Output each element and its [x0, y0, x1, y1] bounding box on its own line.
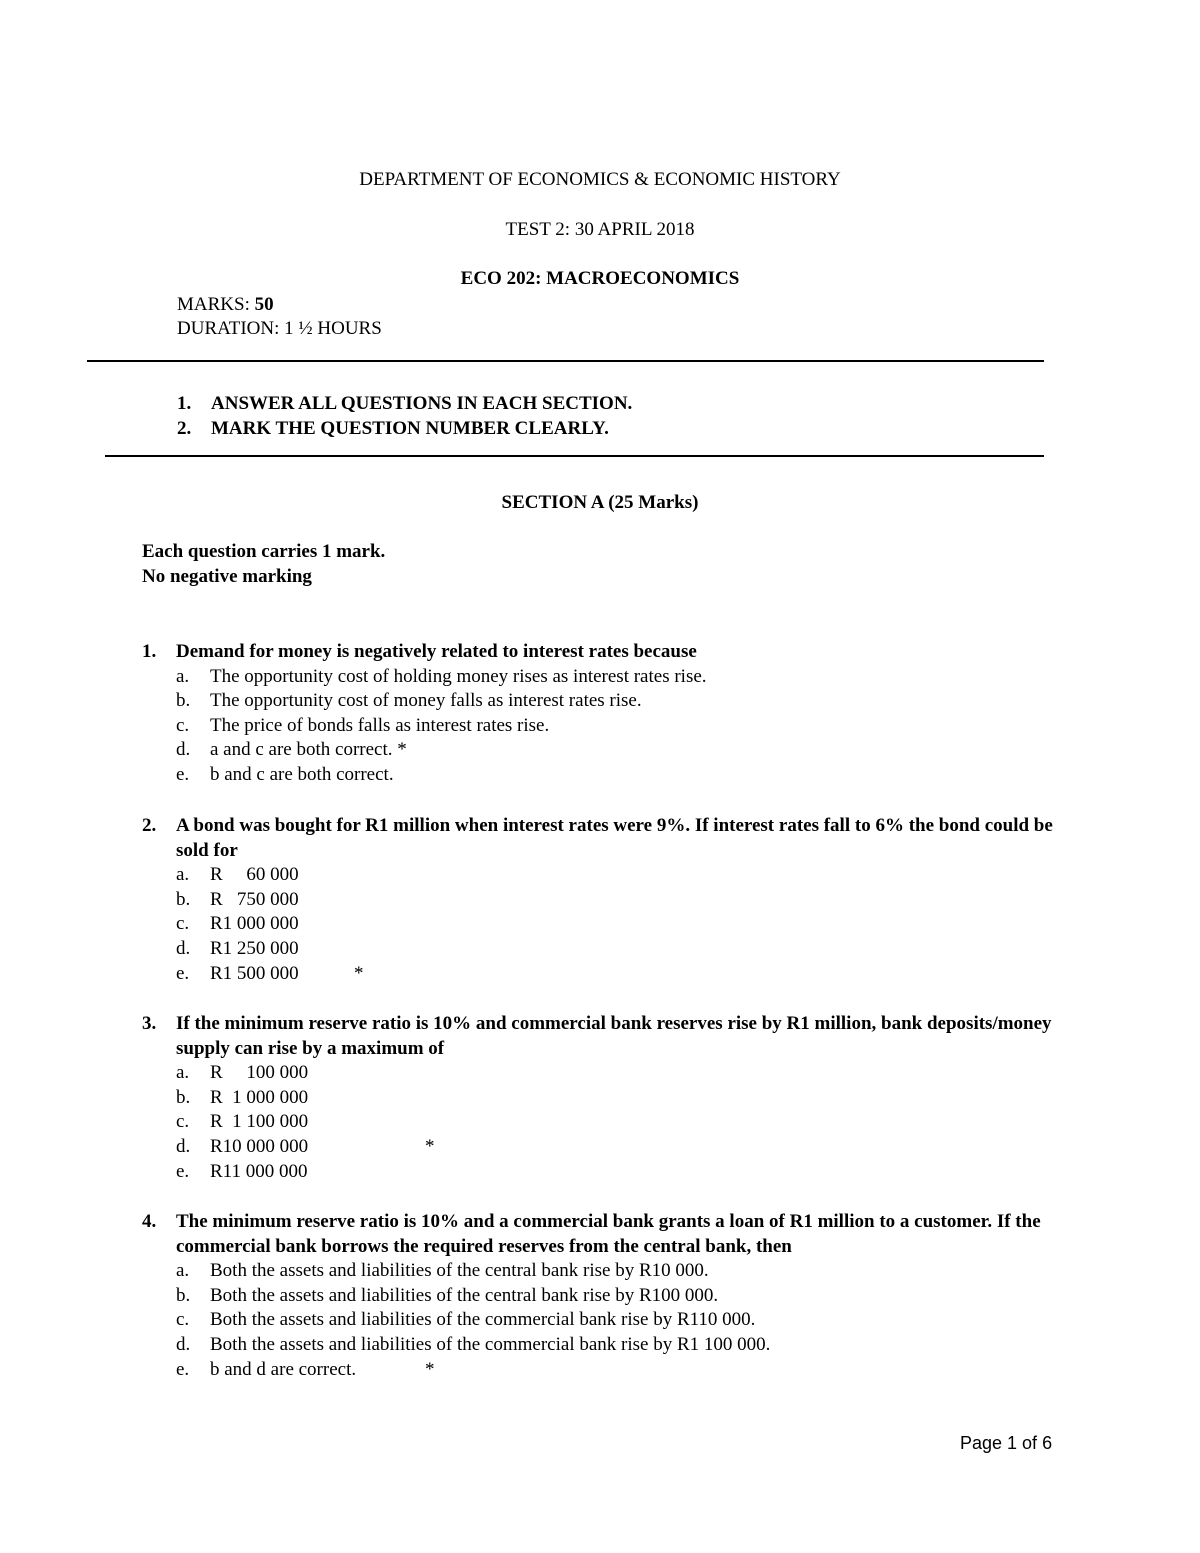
option-b: [142, 1284, 1062, 1309]
option-text: R 60 000: [210, 864, 299, 886]
option-letter: b.: [176, 888, 191, 910]
option-d: [142, 937, 1062, 962]
duration-line: DURATION: 1 ½ HOURS: [177, 318, 382, 339]
option-c: [142, 912, 1062, 937]
question-number: 4.: [142, 1211, 157, 1232]
question-stem: [142, 640, 1062, 665]
option-text: Both the assets and liabilities of the central bank rise by R100 000.: [210, 1284, 719, 1306]
question-text: Demand for money is negatively related to interest rates because: [176, 641, 697, 662]
bottom-divider: [105, 455, 1044, 457]
option-letter: a.: [176, 1062, 190, 1084]
option-text: R1 250 000: [210, 937, 299, 959]
question-1: [142, 640, 1062, 788]
option-letter: e.: [176, 1160, 190, 1182]
question-number: 3.: [142, 1013, 157, 1034]
option-text: b and d are correct.: [210, 1358, 357, 1380]
test-date: TEST 2: 30 APRIL 2018: [505, 219, 695, 240]
option-letter: a.: [176, 864, 190, 886]
section-note-marks: Each question carries 1 mark.: [142, 541, 386, 562]
option-letter: d.: [176, 937, 191, 959]
option-text: The opportunity cost of money falls as interest rates rise.: [210, 690, 642, 712]
option-letter: d.: [176, 739, 191, 761]
question-text: The minimum reserve ratio is 10% and a commercial bank grants a loan of R1 million to a customer. If the commercial bank borrows the required reserves from the central bank, then: [176, 1211, 1041, 1257]
option-text: a and c are both correct. *: [210, 739, 407, 761]
question-stem: [142, 1210, 1062, 1259]
option-letter: c.: [176, 1111, 190, 1133]
option-text: R11 000 000: [210, 1160, 308, 1182]
question-number: 1.: [142, 641, 157, 662]
question-text: A bond was bought for R1 million when interest rates were 9%. If interest rates fall to 6% the bond could be sold for: [176, 815, 1053, 861]
option-b: [142, 1086, 1062, 1111]
option-letter: b.: [176, 690, 191, 712]
option-text: R 1 100 000: [210, 1111, 309, 1133]
question-3: [142, 1012, 1062, 1184]
option-letter: d.: [176, 1135, 191, 1157]
option-e: [142, 1160, 1062, 1185]
option-letter: e.: [176, 763, 190, 785]
instruction-number: 1.: [177, 393, 192, 414]
option-letter: b.: [176, 1086, 191, 1108]
instruction-number: 2.: [177, 418, 192, 439]
option-a: [142, 1061, 1062, 1086]
option-e: [142, 763, 1062, 788]
correct-answer-marker: *: [354, 962, 364, 984]
question-number: 2.: [142, 815, 157, 836]
top-divider: [87, 360, 1044, 362]
course-title: ECO 202: MACROECONOMICS: [460, 268, 740, 289]
option-d: [142, 738, 1062, 763]
question-stem: [142, 1012, 1062, 1061]
option-text: The price of bonds falls as interest rates rise.: [210, 714, 550, 736]
question-2: [142, 814, 1062, 986]
option-letter: c.: [176, 1309, 190, 1331]
option-text: R 100 000: [210, 1062, 309, 1084]
question-text: If the minimum reserve ratio is 10% and commercial bank reserves rise by R1 million, bank deposits/money supply can rise by a maximum of: [176, 1013, 1052, 1059]
option-letter: c.: [176, 913, 190, 935]
instruction-2: [177, 417, 609, 441]
option-text: The opportunity cost of holding money rises as interest rates rise.: [210, 665, 707, 687]
option-a: [142, 665, 1062, 690]
marks-line: [177, 293, 274, 317]
option-c: [142, 1308, 1062, 1333]
option-d: [142, 1135, 1062, 1160]
page-number: Page 1 of 6: [960, 1433, 1053, 1453]
option-letter: a.: [176, 665, 190, 687]
option-text: b and c are both correct.: [210, 763, 394, 785]
option-letter: d.: [176, 1333, 191, 1355]
instruction-1: [177, 392, 633, 416]
option-text: Both the assets and liabilities of the commercial bank rise by R1 100 000.: [210, 1333, 771, 1355]
option-letter: a.: [176, 1260, 190, 1282]
instruction-text: ANSWER ALL QUESTIONS IN EACH SECTION.: [211, 393, 633, 414]
option-text: R1 500 000: [210, 962, 299, 984]
correct-answer-marker: *: [425, 1358, 435, 1380]
option-text: R 1 000 000: [210, 1086, 309, 1108]
option-e: [142, 1358, 1062, 1383]
marks-label: MARKS:: [177, 294, 255, 315]
option-letter: b.: [176, 1284, 191, 1306]
correct-answer-marker: *: [425, 1135, 435, 1157]
question-4: [142, 1210, 1062, 1382]
option-letter: c.: [176, 714, 190, 736]
option-letter: e.: [176, 962, 190, 984]
department-heading: DEPARTMENT OF ECONOMICS & ECONOMIC HISTORY: [359, 169, 841, 190]
option-a: [142, 863, 1062, 888]
marks-value: 50: [254, 294, 274, 315]
option-d: [142, 1333, 1062, 1358]
option-b: [142, 888, 1062, 913]
option-letter: e.: [176, 1358, 190, 1380]
section-title: SECTION A (25 Marks): [501, 492, 699, 513]
instruction-text: MARK THE QUESTION NUMBER CLEARLY.: [211, 418, 609, 439]
question-stem: [142, 814, 1062, 863]
option-text: Both the assets and liabilities of the central bank rise by R10 000.: [210, 1260, 709, 1282]
option-b: [142, 689, 1062, 714]
option-e: [142, 962, 1062, 987]
option-c: [142, 1110, 1062, 1135]
option-text: R1 000 000: [210, 913, 299, 935]
section-note-negative: No negative marking: [142, 566, 312, 587]
option-text: Both the assets and liabilities of the commercial bank rise by R110 000.: [210, 1309, 756, 1331]
option-text: R10 000 000: [210, 1135, 309, 1157]
option-c: [142, 714, 1062, 739]
option-a: [142, 1259, 1062, 1284]
option-text: R 750 000: [210, 888, 299, 910]
